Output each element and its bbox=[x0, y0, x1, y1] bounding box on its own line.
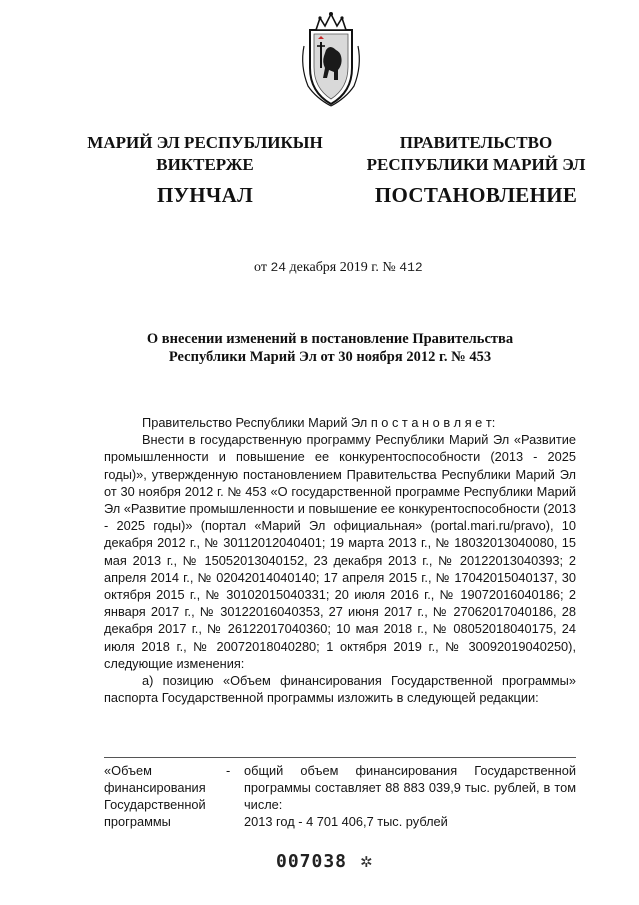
financing-table-total: общий объем финансирования Государственной программы составляет 88 883 039,9 тыс. рублей, в том числе: bbox=[244, 763, 576, 812]
financing-table-left-cell: «Объем финансирования Государственной программы bbox=[104, 763, 206, 829]
date-prefix: от bbox=[254, 260, 267, 275]
header-left-line1: МАРИЙ ЭЛ РЕСПУБЛИКЫН bbox=[87, 133, 323, 152]
coat-of-arms-icon bbox=[296, 6, 366, 110]
header-right-line1: ПРАВИТЕЛЬСТВО bbox=[399, 133, 553, 152]
header-left-title: ПУНЧАЛ bbox=[156, 183, 254, 207]
date-line bbox=[254, 260, 423, 276]
header-right-line2: РЕСПУБЛИКИ МАРИЙ ЭЛ bbox=[366, 155, 586, 174]
document-title bbox=[110, 330, 550, 366]
header-right-title: ПОСТАНОВЛЕНИЕ bbox=[374, 183, 578, 207]
body-paragraph-3: а) позицию «Объем финансирования Государственной программы» паспорта Государственной программы изложить в следующей редакции: bbox=[104, 673, 576, 706]
document-title-line2: Республики Марий Эл от 30 ноября 2012 г. № 453 bbox=[168, 349, 492, 365]
financing-table-dash: - bbox=[226, 763, 231, 778]
header-left-line2: ВИКТЕРЖЕ bbox=[156, 155, 254, 174]
date-day: 24 bbox=[270, 260, 287, 275]
header-right-block bbox=[342, 132, 610, 208]
document-number: 412 bbox=[399, 260, 423, 275]
financing-table-year-2013: 2013 год - 4 701 406,7 тыс. рублей bbox=[244, 814, 448, 829]
body-paragraph-2: Внести в государственную программу Республики Марий Эл «Развитие промышленности и повышение ее конкурентоспособности (2013 - 2025 годы)», утвержденную постановлением Правительства Республики Марий Эл от 30 ноября 2012 г. № 453 «О государственной программе Республики Марий Эл «Развитие промышленности и повышение ее конкурентоспособности (2013 - 2025 годы)» (портал «Марий Эл официальная» (portal.mari.ru/pravo), 10 декабря 2012 г., № 30112012040401; 19 марта 2013 г., № 18032013040080, 15 мая 2013 г., № 15052013040152, 23 декабря 2013 г., № 20122013040393; 2 апреля 2014 г., № 02042014040140; 17 апреля 2015 г., № 17042015040137, 30 октября 2015 г., № 30102015040331; 20 июля 2016 г., № 19072016040186; 2 января 2017 г., № 30122016040353, 27 июня 2017 г., № 27062017040186, 28 декабря 2017 г., № 26122017040360; 10 мая 2018 г., № 08052018040175, 24 июля 2018 г., № 20072018040280; 1 октября 2019 г., № 30092019040250), следующие изменения: bbox=[104, 432, 576, 671]
financing-table bbox=[104, 757, 576, 830]
body-paragraph-1: Правительство Республики Марий Эл п о с т а н о в л я е т: bbox=[142, 415, 496, 430]
star-mark-icon: ✲ bbox=[360, 853, 373, 871]
document-title-line1: О внесении изменений в постановление Правительства bbox=[146, 331, 514, 347]
serial-number: 007038 bbox=[276, 851, 348, 872]
financing-table-right-cell bbox=[244, 762, 576, 830]
header-left-block bbox=[78, 132, 332, 208]
document-body bbox=[104, 414, 576, 706]
date-month-year: декабря 2019 г. № bbox=[289, 260, 396, 275]
